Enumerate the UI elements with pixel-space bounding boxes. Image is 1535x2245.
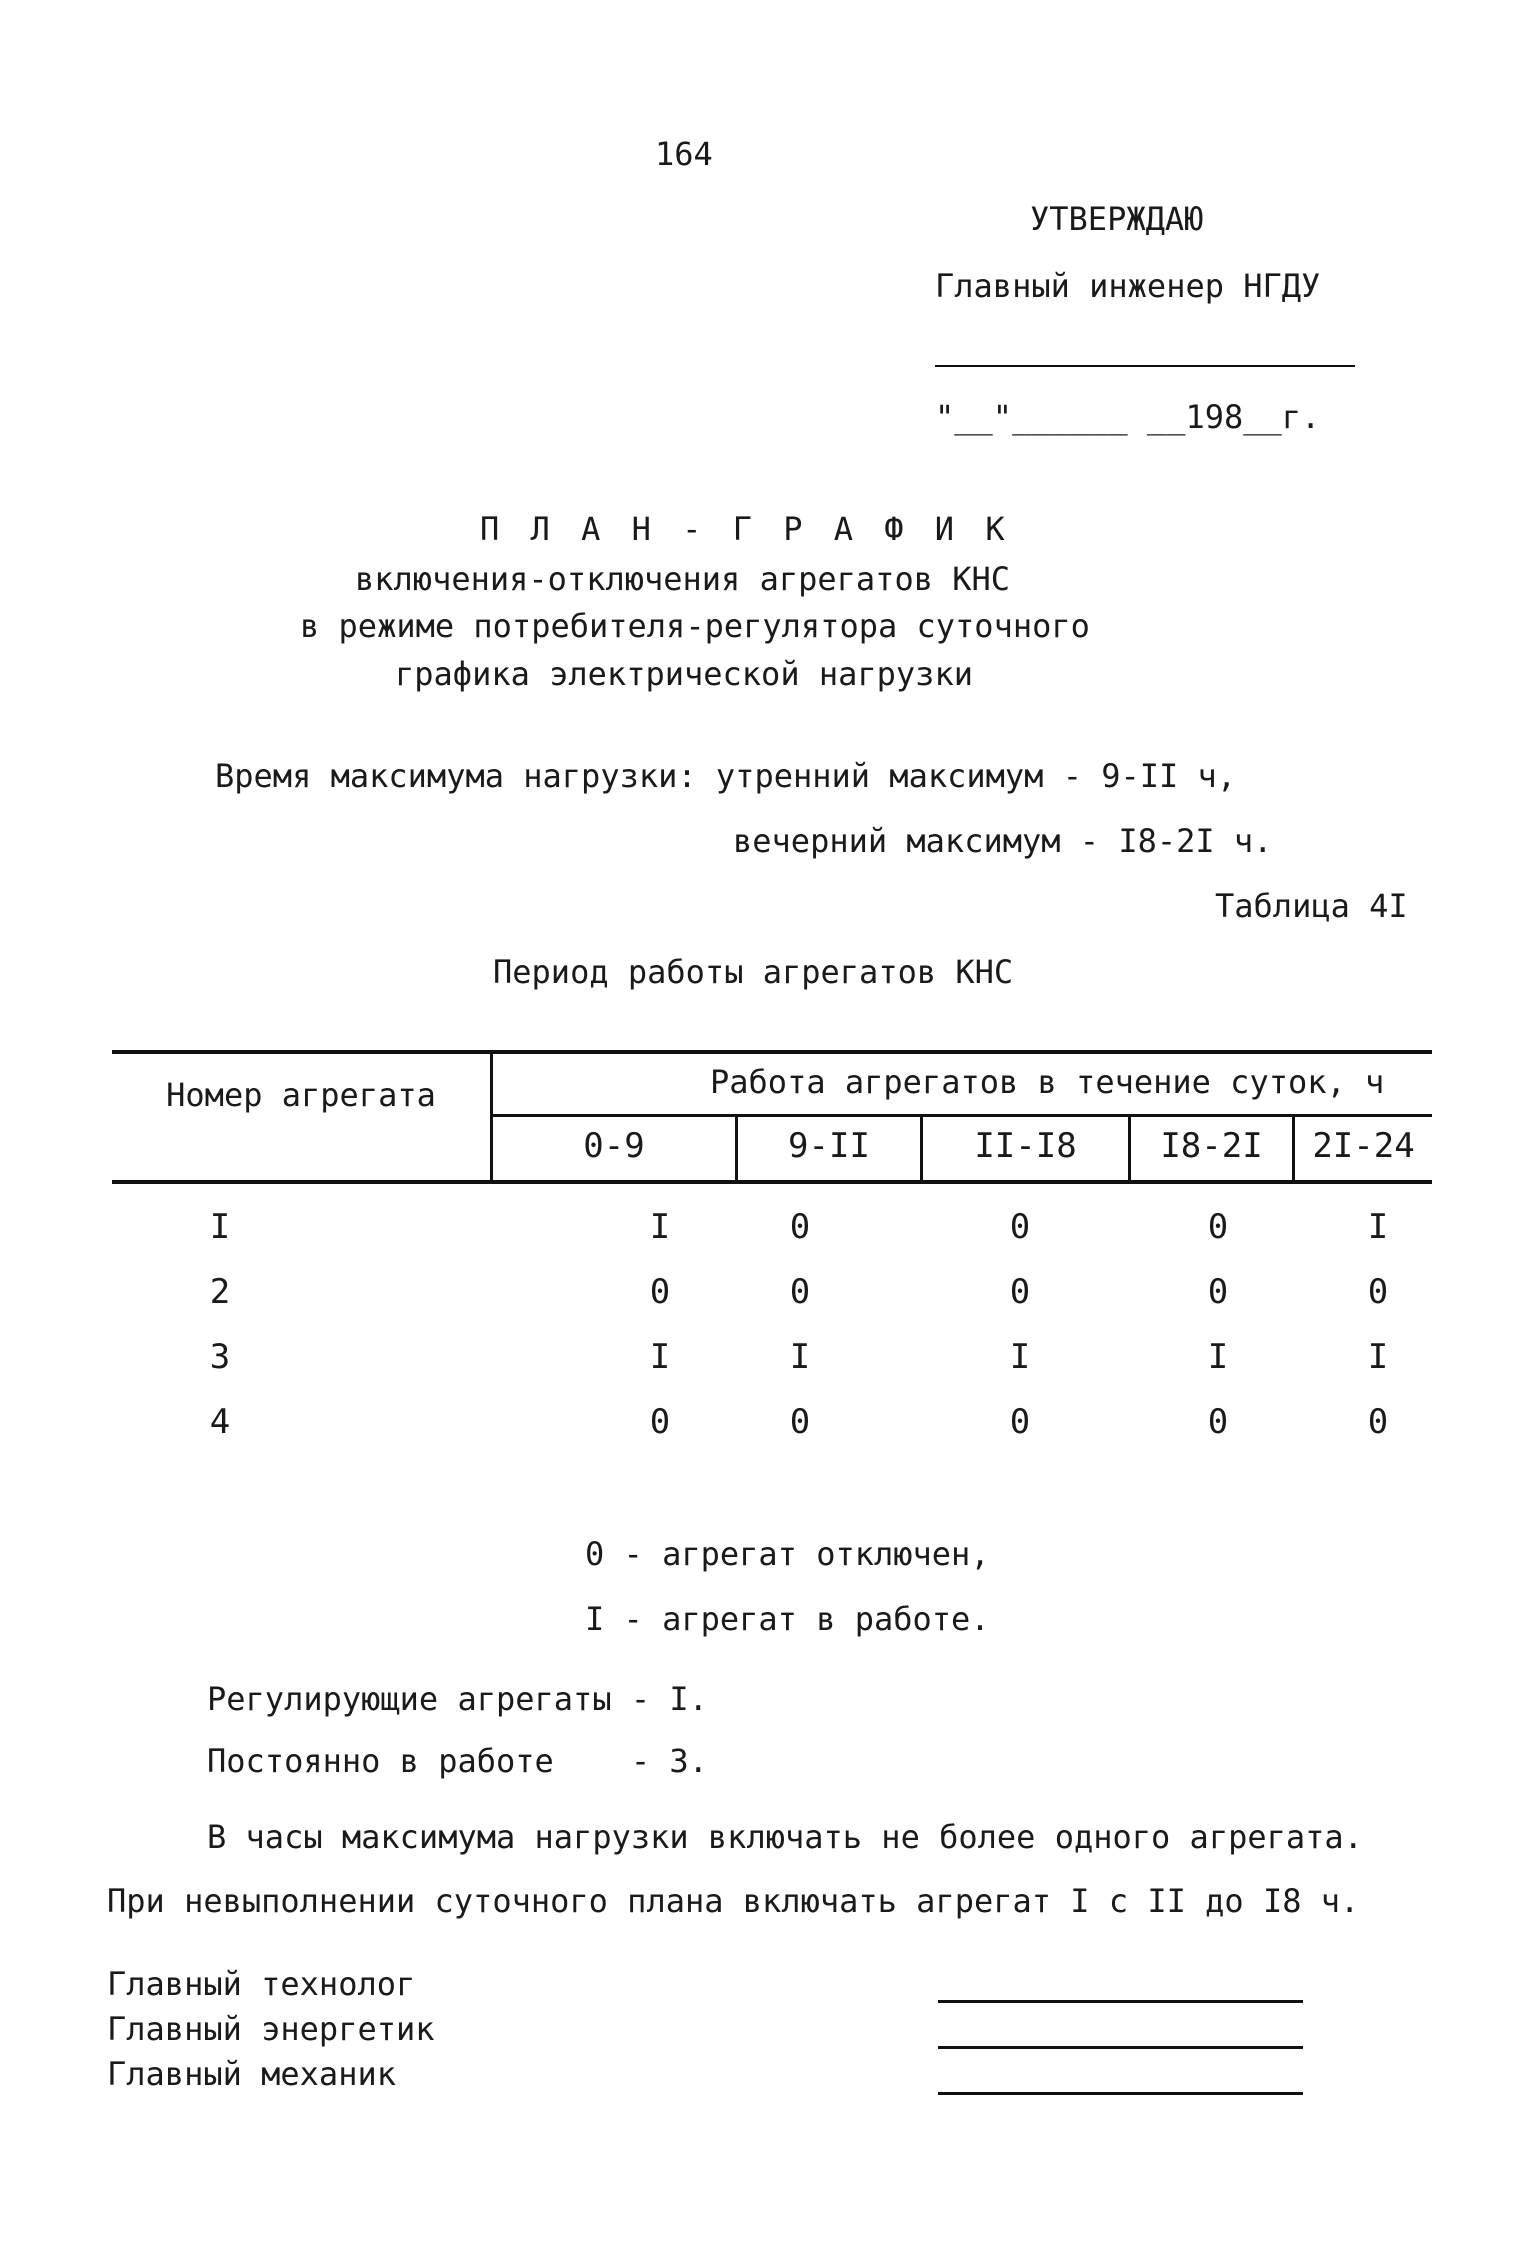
table-header-mid-rule [490, 1114, 1432, 1117]
signature-line [938, 2000, 1303, 2003]
table-cell: 0 [1207, 1402, 1229, 1442]
table-cell: 0 [1009, 1207, 1031, 1247]
page-number: 164 [655, 135, 713, 173]
table-cell: I [649, 1207, 671, 1247]
signature-power-engineer: Главный энергетик [107, 2010, 435, 2048]
signature-line [938, 2092, 1303, 2095]
table-cell: I [789, 1337, 811, 1377]
document-title: П Л А Н - Г Р А Ф И К [480, 510, 1011, 548]
table-cell: 0 [1207, 1272, 1229, 1312]
heading-line-1: включения-отключения агрегатов КНС [355, 560, 1011, 598]
note-rule-2: При невыполнении суточного плана включать агрегат I с II до I8 ч. [107, 1882, 1360, 1920]
table-top-rule [112, 1050, 1432, 1054]
table-cell: 0 [1207, 1207, 1229, 1247]
table-caption: Период работы агрегатов КНС [493, 953, 1014, 991]
unit-number: 4 [209, 1402, 231, 1442]
table-cell: 0 [649, 1272, 671, 1312]
max-load-line-2: вечерний максимум - I8-2I ч. [733, 822, 1273, 860]
table-header-unit-number: Номер агрегата [166, 1076, 436, 1114]
table-cell: 0 [649, 1402, 671, 1442]
table-cell: I [649, 1337, 671, 1377]
table-cell: I [1367, 1337, 1389, 1377]
table-label: Таблица 4I [1215, 887, 1408, 925]
column-header: 9-II [788, 1126, 870, 1166]
signature-technologist: Главный технолог [107, 1965, 416, 2003]
legend-on: I - агрегат в работе. [585, 1600, 990, 1638]
note-permanent: Постоянно в работе - 3. [207, 1742, 708, 1780]
max-load-line-1: Время максимума нагрузки: утренний максимум - 9-II ч, [215, 757, 1237, 795]
column-header: 0-9 [583, 1126, 645, 1166]
column-header: 2I-24 [1312, 1126, 1415, 1166]
table-cell: 0 [789, 1272, 811, 1312]
table-cell: I [1207, 1337, 1229, 1377]
approval-signature-line [935, 365, 1355, 367]
heading-line-3: графика электрической нагрузки [395, 655, 973, 693]
column-header: II-I8 [974, 1126, 1077, 1166]
table-cell: 0 [789, 1207, 811, 1247]
heading-line-2: в режиме потребителя-регулятора суточного [300, 607, 1090, 645]
approval-date-line: "__"______ __198__г. [935, 398, 1321, 436]
legend-off: 0 - агрегат отключен, [585, 1535, 990, 1573]
signature-line [938, 2046, 1303, 2049]
unit-number: 2 [209, 1272, 231, 1312]
approval-title: УТВЕРЖДАЮ [1030, 200, 1204, 238]
table-header-work: Работа агрегатов в течение суток, ч [710, 1063, 1385, 1101]
signature-mechanic: Главный механик [107, 2055, 396, 2093]
approval-position: Главный инженер НГДУ [935, 267, 1321, 305]
table-header-bottom-rule [112, 1180, 1432, 1184]
table-cell: 0 [789, 1402, 811, 1442]
table-cell: 0 [1009, 1402, 1031, 1442]
table-cell: I [1367, 1207, 1389, 1247]
table-cell: 0 [1009, 1272, 1031, 1312]
note-regulating: Регулирующие агрегаты - I. [207, 1680, 708, 1718]
table-cell: 0 [1367, 1402, 1389, 1442]
table-cell: 0 [1367, 1272, 1389, 1312]
table-cell: I [1009, 1337, 1031, 1377]
column-header: I8-2I [1160, 1126, 1263, 1166]
unit-number: I [209, 1207, 231, 1247]
note-rule-1: В часы максимума нагрузки включать не более одного агрегата. [207, 1818, 1363, 1856]
unit-number: 3 [209, 1337, 231, 1377]
